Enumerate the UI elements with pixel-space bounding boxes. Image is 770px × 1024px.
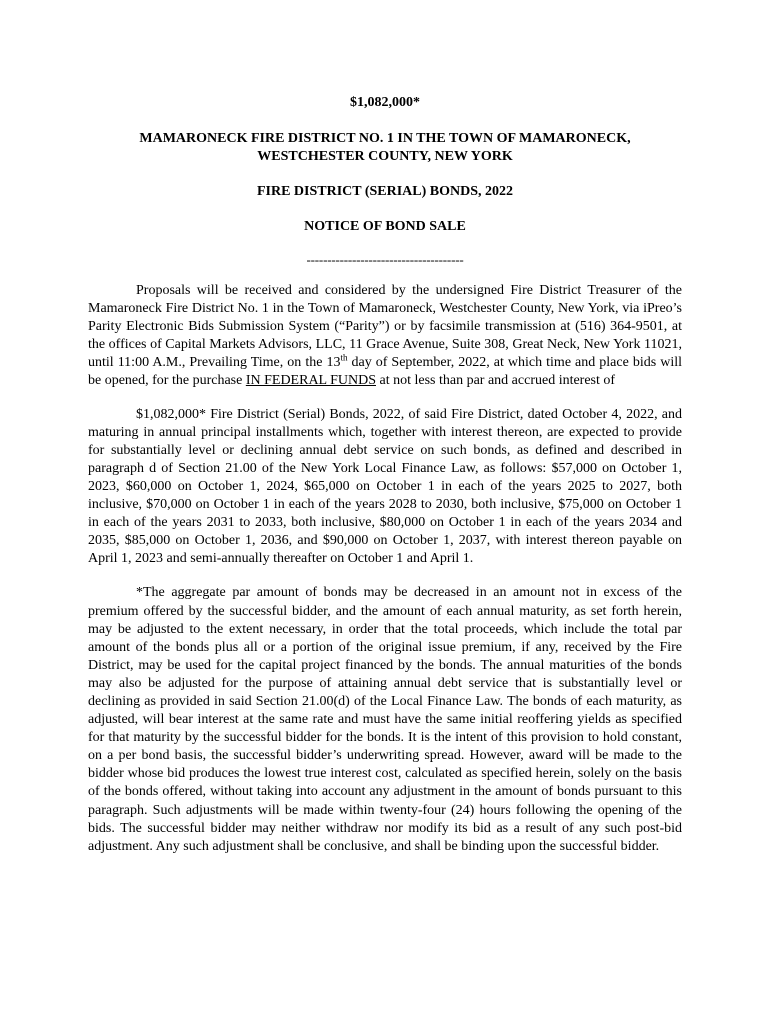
amount-heading: $1,082,000* [350,95,420,110]
district-heading-line1: MAMARONECK FIRE DISTRICT NO. 1 IN THE TOWN OF MAMARONECK, [139,131,631,146]
paragraph-adjustment: *The aggregate par amount of bonds may be decreased in an amount not in excess of the premium offered by the successful bidder, and the amount of each annual maturity, as set forth herein, may be adjusted to the extent necessary, in order that the total proceeds, which include the total par amount of the bonds plus all or a portion of the original issue premium, if any, received by the Fire District, may be used for the capital project financed by the bonds. The annual maturities of the bonds may also be adjusted for the purpose of attaining annual debt service that is substantially level or declining as provided in said Section 21.00(d) of the Local Finance Law. The bonds of each maturity, as adjusted, will bear interest at the same rate and must have the same initial reoffering yields as specified for that maturity by the successful bidder for the bonds. It is the intent of this provision to hold constant, on a per bond basis, the successful bidder’s underwriting spread. However, award will be made to the bidder whose bid produces the lowest true interest cost, calculated as specified herein, solely on the basis of the bonds offered, without taking into account any adjustment in the amount of bonds pursuant to this paragraph. Such adjustments will be made within twenty-four (24) hours following the opening of the bids. The successful bidder may neither withdraw nor modify its bid as a result of any such post-bid adjustment. Any such adjustment shall be conclusive, and shall be binding upon the successful bidder. [88,585,682,854]
notice-heading: NOTICE OF BOND SALE [304,219,466,234]
paragraph-proposals-text-a: Proposals will be received and considered by the undersigned Fire District Treasurer of the Mamaroneck Fire District No. 1 in the Town of Mamaroneck, Westchester County, New York, via iPreo’s Parity Electronic Bids Submission System (“Parity”) or by facsimile transmission at (516) 364-9501, at the offices of Capital Markets Advisors, LLC, 11 Grace Avenue, Suite 308, Great Neck, New York 11021, until 11:00 A.M., Prevailing Time, on the 13 [88,283,682,371]
district-heading [88,130,682,166]
paragraph-bonds-maturity: $1,082,000* Fire District (Serial) Bonds, 2022, of said Fire District, dated October 4, 2022, and maturing in annual principal installments which, together with interest thereon, are expected to provide for substantially level or declining annual debt service on such bonds, as defined and described in paragraph d of Section 21.00 of the New York Local Finance Law, as follows: $57,000 on October 1, 2023, $60,000 on October 1, 2024, $65,000 on October 1 in each of the years 2025 to 2027, both inclusive, $70,000 on October 1 in each of the years 2028 to 2030, both inclusive, $75,000 on October 1 in each of the years 2031 to 2033, both inclusive, $80,000 on October 1 in each of the years 2034 and 2035, $85,000 on October 1, 2036, and $90,000 on October 1, 2037, with interest thereon payable on April 1, 2023 and semi-annually thereafter on October 1 and April 1. [88,406,682,567]
separator-line: -------------------------------------- [306,252,464,267]
bonds-heading: FIRE DISTRICT (SERIAL) BONDS, 2022 [256,184,514,199]
district-heading-line2: WESTCHESTER COUNTY, NEW YORK [257,149,513,164]
paragraph-proposals [88,282,682,391]
federal-funds-underlined: IN FEDERAL FUNDS [245,373,376,389]
paragraph-proposals-text-c: at not less than par and accrued interest of [375,373,616,389]
document-page [88,90,682,856]
paragraph-proposals-superscript: th [340,352,348,363]
paragraph-proposals-text-b: day of September, 2022, at which time and place bids will be opened, for the purchase [88,355,682,389]
